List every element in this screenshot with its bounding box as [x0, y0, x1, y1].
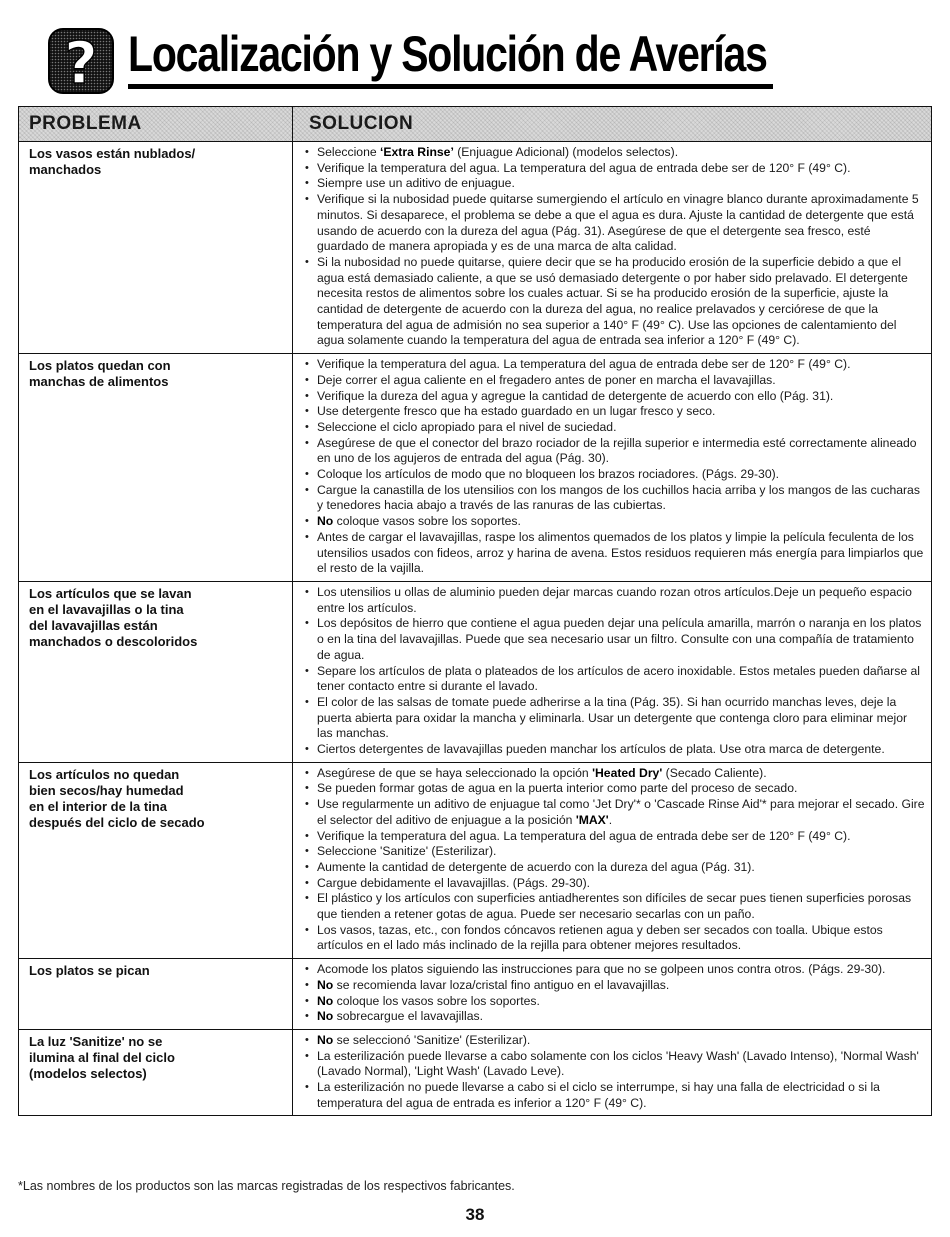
table-row: [19, 354, 932, 582]
solution-list: [305, 766, 925, 954]
solution-text: Seleccione: [317, 145, 381, 159]
emphasis-text: No: [317, 1032, 334, 1047]
solution-item: [305, 876, 925, 892]
solution-text: se recomienda lavar loza/cristal fino antiguo en el lavavajillas.: [333, 977, 670, 992]
emphasis-text: 'MAX': [575, 812, 609, 827]
solution-item: [305, 829, 925, 845]
solution-item: [305, 923, 925, 954]
solution-text: Seleccione 'Sanitize' (Esterilizar).: [317, 844, 497, 859]
solution-item: [305, 1033, 925, 1049]
emphasis-text: 'Heated Dry': [592, 765, 663, 780]
solution-item: [305, 192, 925, 255]
table-body: [19, 142, 932, 1116]
solution-text: Verifique si la nubosidad puede quitarse sumergiendo el artículo en vinagre blanco durante aproximadamente 5 minutos. Si desaparece, el problema se debe a que el agua es dura. Ajuste la cantidad de detergente que está usando de acuerdo con la dureza del agua (Pág. 31). Asegúrese de que el detergente sea fresco, esté guardado de manera apropiada y es de una marca de alta calidad.: [317, 192, 919, 254]
table-row: [19, 959, 932, 1030]
solution-text: Asegúrese de que el conector del brazo rociador de la rejilla superior e intermedia esté correctamente alineado en uno de los agujeros de entrada del agua (Pág. 30).: [317, 435, 917, 466]
solution-text: Si la nubosidad no puede quitarse, quiere decir que se ha producido erosión de la superficie debido a que el agua está demasiado caliente, a que se usó demasiado detergente o por haber sido prelavado. El detergente necesita restos de alimentos sobre los cuales actuar. Si se ha producido erosión de la superficie, ajuste la cantidad de detergente de acuerdo con la dureza del agua, no realice prelavados y cerciórese de que la temperatura del agua de admisión no sea superior a 140° F (49° C). Use las opciones de calentamiento del agua solamente cuando la temperatura del agua de entrada sea inferior a 120° F (49° C).: [317, 254, 908, 348]
solution-list: [305, 585, 925, 758]
table-row: [19, 581, 932, 762]
table-row: [19, 142, 932, 354]
solution-text: Verifique la temperatura del agua. La temperatura del agua de entrada debe ser de 120° F (49° C).: [317, 357, 851, 372]
title-underline: [128, 84, 773, 89]
solution-text: Los vasos, tazas, etc., con fondos cóncavos retienen agua y deben ser secados con toalla. Ubique estos artículos en el lado más inclinado de la rejilla para obtener mejores resultados.: [317, 922, 883, 953]
solution-text: Ciertos detergentes de lavavajillas pueden manchar los artículos de plata. Use otra marca de detergente.: [317, 742, 885, 757]
solution-item: [305, 860, 925, 876]
solution-text: El plástico y los artículos con superficies antiadherentes son difíciles de secar pues tienen superficies porosas que tienden a retener gotas de agua. Puede ser necesario secarlas con un paño.: [317, 891, 912, 922]
solution-item: [305, 742, 925, 758]
question-mark-icon: [48, 28, 114, 94]
emphasis-text: ‘Extra Rinse’: [380, 145, 454, 159]
solution-item: [305, 962, 925, 978]
solution-item: [305, 483, 925, 514]
solution-text: coloque vasos sobre los soportes.: [333, 514, 521, 529]
solution-text: El color de las salsas de tomate puede adherirse a la tina (Pág. 35). Si han ocurrido manchas leves, deje la puerta abierta para oxidar la mancha y eliminarla. Usar un detergente que contenga cloro para eliminar mejor las manchas.: [317, 694, 908, 741]
solution-item: [305, 797, 925, 828]
solution-item: [305, 766, 925, 782]
solution-text: coloque los vasos sobre los soportes.: [333, 993, 540, 1008]
page-title: Localización y Solución de Averías: [128, 26, 767, 82]
emphasis-text: No: [317, 514, 334, 529]
solution-item: [305, 255, 925, 349]
solution-text: Verifique la temperatura del agua. La temperatura del agua de entrada debe ser de 120° F (49° C).: [317, 828, 851, 843]
solution-text: Aumente la cantidad de detergente de acuerdo con la dureza del agua (Pág. 31).: [317, 859, 755, 874]
solution-item: [305, 844, 925, 860]
problem-cell: Los platos quedan con manchas de alimentos: [19, 354, 293, 582]
solution-text: Deje correr el agua caliente en el fregadero antes de poner en marcha el lavavajillas.: [317, 372, 776, 387]
solution-text: Verifique la temperatura del agua. La temperatura del agua de entrada debe ser de 120° F (49° C).: [317, 160, 851, 175]
solution-item: [305, 664, 925, 695]
solution-text: Siempre use un aditivo de enjuague.: [317, 176, 515, 191]
solution-item: [305, 1049, 925, 1080]
solution-text: .: [608, 812, 613, 827]
solution-item: [305, 373, 925, 389]
problem-cell: La luz 'Sanitize' no se ilumina al final del ciclo (modelos selectos): [19, 1029, 293, 1116]
solution-text: Cargue la canastilla de los utensilios con los mangos de los cuchillos hacia arriba y los mangos de las cucharas y tenedores hacia abajo a través de las ranuras de las cubiertas.: [317, 482, 920, 513]
column-header-problem: PROBLEMA: [19, 107, 293, 142]
solution-list: [305, 357, 925, 577]
solution-item: [305, 420, 925, 436]
solution-item: [305, 161, 925, 177]
solution-text: Verifique la dureza del agua y agregue la cantidad de detergente de acuerdo con ello (Pág. 31).: [317, 388, 834, 403]
solution-item: [305, 530, 925, 577]
emphasis-text: No: [317, 977, 334, 992]
solution-text: La esterilización puede llevarse a cabo solamente con los ciclos 'Heavy Wash' (Lavado Intenso), 'Normal Wash' (Lavado Normal), 'Light Wash' (Lavado Leve).: [317, 1048, 919, 1079]
solution-text: (Enjuague Adicional) (modelos selectos).: [453, 145, 679, 159]
page-number: 38: [465, 1205, 485, 1224]
solution-text: se seleccionó 'Sanitize' (Esterilizar).: [333, 1032, 531, 1047]
solution-text: Coloque los artículos de modo que no bloqueen los brazos rociadores. (Págs. 29-30).: [317, 467, 780, 482]
solution-text: Separe los artículos de plata o plateados de los artículos de acero inoxidable. Estos metales pueden dañarse al tener contacto entre si durante el lavado.: [317, 663, 920, 694]
page-header: [48, 22, 928, 94]
problem-cell: Los vasos están nublados/ manchados: [29, 146, 196, 177]
solution-item: [305, 436, 925, 467]
solution-cell: [293, 1029, 932, 1116]
solution-text: Acomode los platos siguiendo las instrucciones para que no se golpeen unos contra otros. (Págs. 29-30).: [317, 962, 886, 977]
problem-cell: Los artículos no quedan bien secos/hay humedad en el interior de la tina después del ciclo de secado: [19, 762, 293, 958]
solution-text: Los utensilios u ollas de aluminio pueden dejar marcas cuando rozan otros artículos.Deje un pequeño espacio entre los artículos.: [317, 584, 912, 615]
solution-text: Asegúrese de que se haya seleccionado la opción: [317, 765, 593, 780]
column-header-solution: SOLUCION: [293, 107, 932, 142]
solution-text: (Secado Caliente).: [662, 765, 767, 780]
solution-cell: [293, 762, 932, 958]
solution-list: [305, 962, 925, 1025]
solution-text: Use regularmente un aditivo de enjuague tal como 'Jet Dry'* o 'Cascade Rinse Aid'* para mejorar el secado. Gire el selector del aditivo de enjuague a la posición: [317, 797, 925, 827]
footnote: *Las nombres de los productos son las marcas registradas de los respectivos fabricantes.: [18, 1179, 515, 1193]
solution-cell: [293, 959, 932, 1030]
table-row: [19, 762, 932, 958]
solution-text: Se pueden formar gotas de agua en la puerta interior como parte del proceso de secado.: [317, 781, 798, 796]
solution-list: [305, 1033, 925, 1112]
solution-item: [305, 978, 925, 994]
solution-text: Use detergente fresco que ha estado guardado en un lugar fresco y seco.: [317, 404, 716, 419]
solution-item: [305, 145, 925, 161]
solution-item: [305, 891, 925, 922]
emphasis-text: No: [317, 1009, 334, 1024]
solution-text: Los depósitos de hierro que contiene el agua pueden dejar una película amarilla, marrón o naranja en los platos o en la tina del lavavajillas. Puede que sea necesario usar un filtro. Consulte con una compañía de tratamiento de agua.: [317, 616, 922, 662]
solution-item: [305, 1009, 925, 1025]
emphasis-text: No: [317, 993, 334, 1008]
problem-cell: Los artículos que se lavan en el lavavajillas o la tina del lavavajillas están manchados o descoloridos: [19, 581, 293, 762]
solution-item: [305, 585, 925, 616]
solution-item: [305, 404, 925, 420]
solution-text: sobrecargue el lavavajillas.: [333, 1009, 483, 1024]
solution-item: [305, 467, 925, 483]
solution-text: La esterilización no puede llevarse a cabo si el ciclo se interrumpe, si hay una falla de electricidad o si la temperatura del agua de entrada es inferior a 120° F (49° C).: [317, 1080, 880, 1110]
solution-item: [305, 514, 925, 530]
solution-cell: [293, 354, 932, 582]
problem-cell: Los platos se pican: [19, 959, 293, 1030]
solution-cell: [293, 142, 932, 354]
solution-item: [305, 357, 925, 373]
solution-text: Cargue debidamente el lavavajillas. (Págs. 29-30).: [317, 875, 591, 890]
solution-item: [305, 176, 925, 192]
svg-text:?: ?: [64, 29, 98, 94]
solution-list: [305, 145, 925, 349]
solution-text: Seleccione el ciclo apropiado para el nivel de suciedad.: [317, 419, 617, 434]
solution-item: [305, 389, 925, 405]
table-header-row: [19, 107, 932, 142]
solution-text: Antes de cargar el lavavajillas, raspe los alimentos quemados de los platos y limpie la película feculenta de los utensilios usados con fideos, arroz y harina de avena. Estos residuos requieren más energía para limpiarlos que el resto de la vajilla.: [317, 529, 924, 576]
solution-item: [305, 695, 925, 742]
troubleshooting-table: [18, 106, 932, 1116]
solution-cell: [293, 581, 932, 762]
solution-item: [305, 781, 925, 797]
solution-item: [305, 994, 925, 1010]
solution-item: [305, 616, 925, 663]
solution-item: [305, 1080, 925, 1111]
table-row: [19, 1029, 932, 1116]
